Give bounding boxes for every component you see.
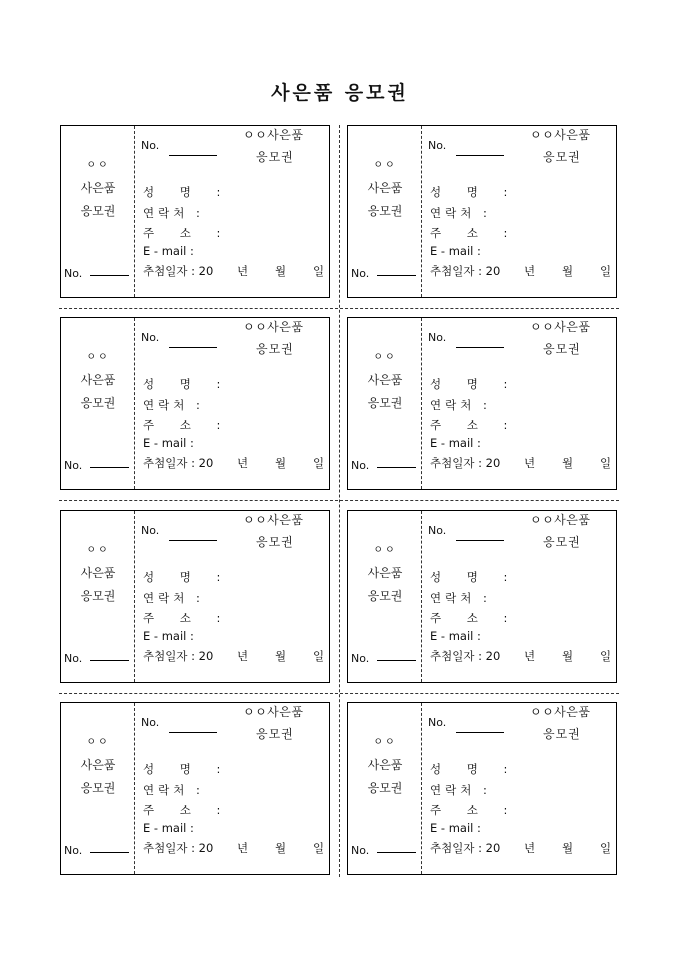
main-subtitle: 응모권 <box>543 342 581 356</box>
field-address-label: 주 소 : <box>143 611 232 625</box>
main-number-line <box>456 347 504 348</box>
stub-mark: ㅇㅇ <box>86 160 110 171</box>
stub-title-line1: 사은품 <box>80 566 116 580</box>
coupon-stub <box>61 126 135 297</box>
coupon-main <box>422 126 618 297</box>
date-day: 일 <box>313 649 325 663</box>
main-number-line <box>456 540 504 541</box>
main-subtitle: 응모권 <box>256 727 294 741</box>
field-contact-label: 연락처 : <box>143 206 204 220</box>
main-number-line <box>169 540 217 541</box>
date-year: 년 <box>237 841 249 855</box>
coupon-main <box>135 511 331 682</box>
stub-mark: ㅇㅇ <box>373 160 397 171</box>
date-month: 월 <box>562 456 574 470</box>
field-name-label: 성 명 : <box>143 185 232 199</box>
field-email-label: E - mail : <box>430 629 481 643</box>
field-contact-label: 연락처 : <box>430 591 491 605</box>
date-month: 월 <box>275 264 287 278</box>
date-month: 월 <box>562 264 574 278</box>
stub-number-line <box>90 467 129 468</box>
main-number-label: No. <box>428 331 447 344</box>
stub-number-label: No. <box>351 267 370 280</box>
main-number-label: No. <box>141 139 160 152</box>
coupon-ticket <box>347 125 617 298</box>
date-month: 월 <box>275 456 287 470</box>
stub-number-line <box>90 275 129 276</box>
cut-line-vertical <box>339 125 340 877</box>
field-email-label: E - mail : <box>430 821 481 835</box>
date-day: 일 <box>600 841 612 855</box>
field-address-label: 주 소 : <box>430 418 519 432</box>
main-subtitle: 응모권 <box>543 535 581 549</box>
field-contact-label: 연락처 : <box>430 398 491 412</box>
stub-mark: ㅇㅇ <box>86 737 110 748</box>
main-number-label: No. <box>428 716 447 729</box>
stub-title-line2: 응모권 <box>367 204 403 218</box>
field-address-label: 주 소 : <box>143 418 232 432</box>
main-number-label: No. <box>428 139 447 152</box>
main-number-label: No. <box>141 716 160 729</box>
field-contact-label: 연락처 : <box>430 783 491 797</box>
stub-number-label: No. <box>64 459 83 472</box>
date-year: 년 <box>524 649 536 663</box>
date-month: 월 <box>562 649 574 663</box>
coupon-stub <box>61 318 135 489</box>
date-year: 년 <box>237 264 249 278</box>
stub-title-line1: 사은품 <box>367 181 403 195</box>
main-subtitle: 응모권 <box>256 342 294 356</box>
stub-title-line1: 사은품 <box>80 181 116 195</box>
stub-title-line2: 응모권 <box>367 396 403 410</box>
stub-number-label: No. <box>64 652 83 665</box>
field-name-label: 성 명 : <box>143 762 232 776</box>
page-title: 사은품 응모권 <box>271 82 409 104</box>
field-name-label: 성 명 : <box>430 570 519 584</box>
date-month: 월 <box>562 841 574 855</box>
field-email-label: E - mail : <box>143 629 194 643</box>
field-email-label: E - mail : <box>143 244 194 258</box>
stub-mark: ㅇㅇ <box>373 737 397 748</box>
main-number-line <box>169 732 217 733</box>
main-subtitle: 응모권 <box>543 150 581 164</box>
date-month: 월 <box>275 841 287 855</box>
main-number-label: No. <box>428 524 447 537</box>
field-email-label: E - mail : <box>143 436 194 450</box>
field-draw-date-label: 추첨일자 : 20 <box>143 841 214 855</box>
coupon-main <box>422 703 618 874</box>
stub-title-line1: 사은품 <box>80 758 116 772</box>
stub-title-line1: 사은품 <box>80 373 116 387</box>
main-organizer: ㅇㅇ사은품 <box>243 513 304 527</box>
coupon-main <box>135 126 331 297</box>
field-address-label: 주 소 : <box>430 803 519 817</box>
coupon-main <box>422 511 618 682</box>
field-contact-label: 연락처 : <box>143 591 204 605</box>
stub-title-line1: 사은품 <box>367 566 403 580</box>
coupon-main <box>135 703 331 874</box>
date-day: 일 <box>600 456 612 470</box>
stub-title-line1: 사은품 <box>367 758 403 772</box>
main-subtitle: 응모권 <box>543 727 581 741</box>
date-year: 년 <box>237 456 249 470</box>
main-subtitle: 응모권 <box>256 150 294 164</box>
field-draw-date-label: 추첨일자 : 20 <box>143 456 214 470</box>
main-organizer: ㅇㅇ사은품 <box>243 128 304 142</box>
main-organizer: ㅇㅇ사은품 <box>243 705 304 719</box>
stub-mark: ㅇㅇ <box>86 545 110 556</box>
stub-number-line <box>377 852 416 853</box>
field-address-label: 주 소 : <box>430 611 519 625</box>
field-draw-date-label: 추첨일자 : 20 <box>430 264 501 278</box>
stub-number-line <box>90 852 129 853</box>
coupon-ticket <box>347 510 617 683</box>
coupon-stub <box>348 511 422 682</box>
date-day: 일 <box>600 649 612 663</box>
date-year: 년 <box>524 264 536 278</box>
coupon-main <box>135 318 331 489</box>
field-draw-date-label: 추첨일자 : 20 <box>430 456 501 470</box>
stub-number-line <box>377 467 416 468</box>
coupon-stub <box>348 126 422 297</box>
coupon-ticket <box>347 702 617 875</box>
stub-number-line <box>90 660 129 661</box>
date-year: 년 <box>524 841 536 855</box>
coupon-ticket <box>60 510 330 683</box>
date-year: 년 <box>524 456 536 470</box>
coupon-stub <box>348 318 422 489</box>
stub-number-label: No. <box>351 844 370 857</box>
main-organizer: ㅇㅇ사은품 <box>530 128 591 142</box>
coupon-stub <box>61 511 135 682</box>
date-day: 일 <box>313 456 325 470</box>
stub-number-label: No. <box>64 267 83 280</box>
field-email-label: E - mail : <box>143 821 194 835</box>
main-number-line <box>169 155 217 156</box>
field-address-label: 주 소 : <box>430 226 519 240</box>
field-email-label: E - mail : <box>430 244 481 258</box>
date-day: 일 <box>313 841 325 855</box>
main-number-label: No. <box>141 331 160 344</box>
stub-number-label: No. <box>64 844 83 857</box>
stub-mark: ㅇㅇ <box>373 545 397 556</box>
main-organizer: ㅇㅇ사은품 <box>243 320 304 334</box>
main-organizer: ㅇㅇ사은품 <box>530 513 591 527</box>
field-address-label: 주 소 : <box>143 803 232 817</box>
field-draw-date-label: 추첨일자 : 20 <box>430 841 501 855</box>
main-number-label: No. <box>141 524 160 537</box>
stub-title-line2: 응모권 <box>367 589 403 603</box>
field-address-label: 주 소 : <box>143 226 232 240</box>
stub-number-line <box>377 660 416 661</box>
date-year: 년 <box>237 649 249 663</box>
field-contact-label: 연락처 : <box>143 783 204 797</box>
coupon-ticket <box>60 125 330 298</box>
field-draw-date-label: 추첨일자 : 20 <box>143 649 214 663</box>
stub-number-line <box>377 275 416 276</box>
field-draw-date-label: 추첨일자 : 20 <box>430 649 501 663</box>
stub-title-line2: 응모권 <box>367 781 403 795</box>
stub-number-label: No. <box>351 459 370 472</box>
stub-mark: ㅇㅇ <box>86 352 110 363</box>
field-name-label: 성 명 : <box>430 377 519 391</box>
coupon-ticket <box>347 317 617 490</box>
coupon-stub <box>61 703 135 874</box>
coupon-ticket <box>60 317 330 490</box>
main-subtitle: 응모권 <box>256 535 294 549</box>
field-contact-label: 연락처 : <box>430 206 491 220</box>
coupon-main <box>422 318 618 489</box>
field-contact-label: 연락처 : <box>143 398 204 412</box>
main-organizer: ㅇㅇ사은품 <box>530 705 591 719</box>
field-name-label: 성 명 : <box>143 570 232 584</box>
field-name-label: 성 명 : <box>430 762 519 776</box>
date-day: 일 <box>313 264 325 278</box>
main-number-line <box>456 155 504 156</box>
date-day: 일 <box>600 264 612 278</box>
stub-title-line1: 사은품 <box>367 373 403 387</box>
stub-title-line2: 응모권 <box>80 781 116 795</box>
main-number-line <box>456 732 504 733</box>
field-email-label: E - mail : <box>430 436 481 450</box>
coupon-ticket <box>60 702 330 875</box>
stub-title-line2: 응모권 <box>80 589 116 603</box>
stub-number-label: No. <box>351 652 370 665</box>
stub-title-line2: 응모권 <box>80 396 116 410</box>
coupon-stub <box>348 703 422 874</box>
stub-title-line2: 응모권 <box>80 204 116 218</box>
date-month: 월 <box>275 649 287 663</box>
field-name-label: 성 명 : <box>430 185 519 199</box>
main-number-line <box>169 347 217 348</box>
stub-mark: ㅇㅇ <box>373 352 397 363</box>
field-name-label: 성 명 : <box>143 377 232 391</box>
field-draw-date-label: 추첨일자 : 20 <box>143 264 214 278</box>
main-organizer: ㅇㅇ사은품 <box>530 320 591 334</box>
